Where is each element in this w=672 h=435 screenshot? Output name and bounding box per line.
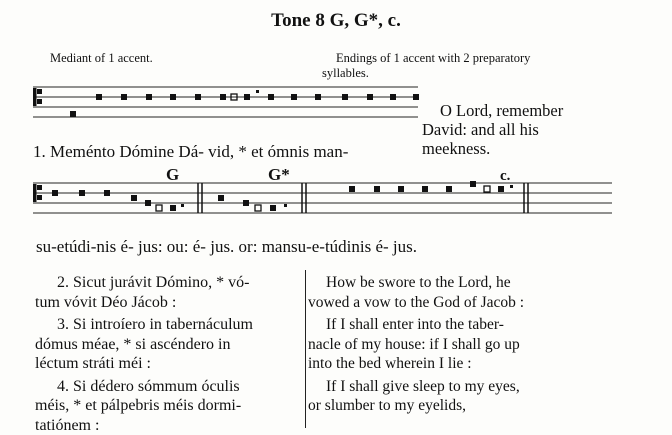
verse-2-english-line-1: How be swore to the Lord, he [308,273,608,293]
staff-1-notes [70,90,419,117]
verse-4-english-line-1: If I shall give sleep to my eyes, [308,377,608,397]
staff-2-lines [33,183,612,213]
verse-3-latin-line-3: léctum stráti méi : [35,354,297,374]
staff-2-latin-text: su-etúdi-nis é- jus: ou: é- jus. or: mansu-e-túdinis é- jus. [36,237,417,257]
staff-2-barlines [198,183,528,213]
english-intro [440,101,630,158]
mediant-heading: Mediant of 1 accent. [50,51,153,66]
verses-english-column [308,273,608,416]
verses-latin-column [35,273,297,435]
staff-1-lines [33,87,418,117]
ending-label-c: c. [500,168,510,185]
verse-4-english [308,377,608,416]
verse-2-english [308,273,608,312]
verse-3-english-line-1: If I shall enter into the taber- [308,315,608,335]
verse-4-latin-line-2: méis, * et pálpebris méis dormi- [35,396,297,416]
verse-4-english-line-2: or slumber to my eyelids, [308,396,608,416]
verse-2-english-line-2: vowed a vow to the God of Jacob : [308,293,608,313]
staff-2-notes [52,181,513,211]
verse-2-latin [35,273,297,312]
endings-heading-cont: syllables. [322,66,369,81]
endings-heading: Endings of 1 accent with 2 preparatory [336,51,530,66]
verse-3-latin-line-2: dómus méae, * si ascéndero in [35,335,297,355]
column-divider [305,270,306,428]
page-title: Tone 8 G, G*, c. [0,10,672,32]
english-intro-line-2: David: and all his [422,120,630,139]
verse-3-english-line-2: nacle of my house: if I shall go up [308,335,608,355]
verse-2-latin-line-2: tum vóvit Déo Jácob : [35,293,297,313]
verse-3-english [308,315,608,374]
verse-3-latin-line-1: 3. Si introíero in tabernáculum [35,315,297,335]
english-intro-line-1: O Lord, remember [440,101,630,120]
ending-label-g: G [166,165,179,185]
verse-3-english-line-3: into the bed wherein I lie : [308,354,608,374]
verse-2-latin-line-1: 2. Sicut jurávit Dómino, * vó- [35,273,297,293]
verse-4-latin-line-1: 4. Si dédero sómmum óculis [35,377,297,397]
verse-3-latin [35,315,297,374]
verse-4-latin [35,377,297,435]
verse-4-latin-line-3: tatiónem : [35,416,297,435]
ending-label-g-star: G* [268,165,290,185]
english-intro-line-3: meekness. [422,139,630,158]
staff-1-latin-text: 1. Meménto Dómine Dá- vid, * et ómnis man- [33,142,348,162]
